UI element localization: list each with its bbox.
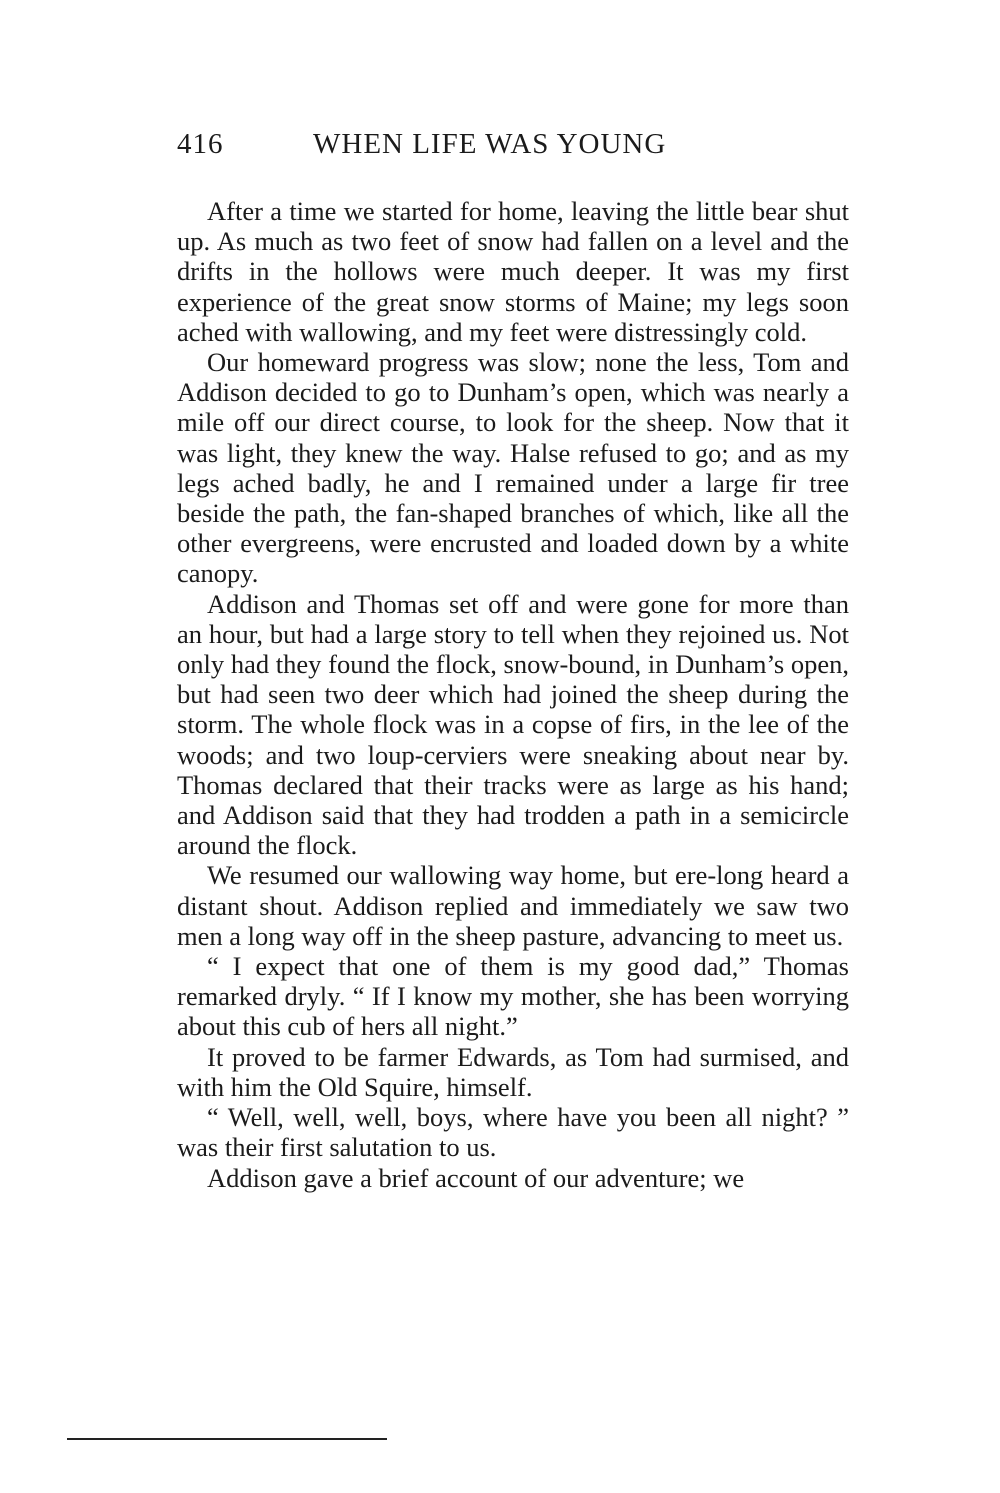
- paragraph: “ Well, well, well, boys, where have you been all night? ” was their first salutation to us.: [177, 1102, 849, 1163]
- paragraph: After a time we started for home, leaving the little bear shut up. As much as two feet of snow had fallen on a level and the drifts in the hollows were much deeper. It was my first experience of the great snow storms of Maine; my legs soon ached with wallowing, and my feet were distressingly cold.: [177, 196, 849, 347]
- paragraph: We resumed our wallowing way home, but ere-long heard a distant shout. Addison replied and immediately we saw two men a long way off in the sheep pasture, advancing to meet us.: [177, 860, 849, 951]
- paragraph: “ I expect that one of them is my good dad,” Thomas remarked dryly. “ If I know my mother, she has been worrying about this cub of hers all night.”: [177, 951, 849, 1042]
- paragraph: Addison gave a brief account of our adventure; we: [207, 1162, 745, 1193]
- paragraph: Our homeward progress was slow; none the less, Tom and Addison decided to go to Dunham’s open, which was nearly a mile off our direct course, to look for the sheep. Now that it was light, they knew the way. Halse refused to go; and as my legs ached badly, he and I remained under a large fir tree beside the path, the fan-shaped branches of which, like all the other evergreens, were encrusted and loaded down by a white canopy.: [177, 347, 849, 589]
- footer-rule: [67, 1438, 387, 1440]
- body-text: [177, 196, 849, 1193]
- page-number: 416: [177, 128, 224, 160]
- paragraph: Addison and Thomas set off and were gone for more than an hour, but had a large story to tell when they rejoined us. Not only had they found the flock, snow-bound, in Dunham’s open, but had seen two deer which had joined the sheep during the storm. The whole flock was in a copse of firs, in the lee of the woods; and two loup-cerviers were sneaking about near by. Thomas declared that their tracks were as large as his hand; and Addison said that they had trodden a path in a semicircle around the flock.: [177, 588, 849, 861]
- paragraph: It proved to be farmer Edwards, as Tom had surmised, and with him the Old Squire, himself.: [177, 1041, 849, 1102]
- running-title: WHEN LIFE WAS YOUNG: [313, 128, 667, 160]
- page-header: [177, 128, 722, 168]
